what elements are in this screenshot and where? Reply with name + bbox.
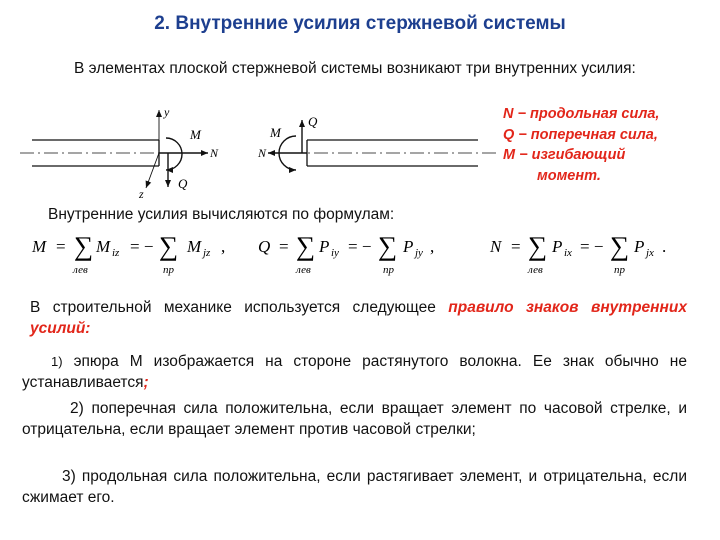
rule-paragraph <box>30 297 687 339</box>
rule-3-text: 3) продольная сила положительна, если растягивает элемент, и отрицательна, если сжимает его. <box>22 468 687 506</box>
formula-shear-lhs: Q <box>258 237 271 256</box>
internal-forces-figure <box>20 104 500 200</box>
formulas <box>22 228 702 278</box>
formula-shear-term-right: P <box>403 237 414 256</box>
left-Q-label: Q <box>178 176 188 191</box>
formula-shear-eq: = <box>279 237 289 256</box>
force-legend <box>503 104 659 186</box>
formula-normal-under-right: пр <box>614 264 625 276</box>
legend-line-Q: Q − поперечная сила, <box>503 126 658 143</box>
formula-shear-eqminus: = − <box>348 237 372 256</box>
formula-moment-eqminus: = − <box>130 237 154 256</box>
intro-text: В элементах плоской стержневой системы возникают три внутренних усилия: <box>74 60 636 77</box>
rule-1 <box>22 351 687 393</box>
formula-moment-sub-right: jz <box>203 247 211 259</box>
legend-line-N: N − продольная сила, <box>503 106 660 122</box>
right-M-label: M <box>270 125 281 140</box>
left-z-axis-arrow <box>146 153 159 188</box>
right-Q-label: Q <box>308 114 318 129</box>
page-title: 2. Внутренние усилия стержневой системы <box>154 13 566 34</box>
right-bar-element <box>290 140 496 166</box>
left-M-label: M <box>190 127 201 142</box>
formula-moment-eq: = <box>56 237 66 256</box>
formula-normal-eqminus: = − <box>580 237 604 256</box>
formula-shear-term-left: P <box>319 237 330 256</box>
formula-normal-lhs: N <box>490 237 502 256</box>
formula-moment <box>31 231 225 276</box>
formula-normal-term-left: P <box>552 237 563 256</box>
rule-1-number: 1) <box>51 354 63 369</box>
left-y-label: y <box>164 105 170 119</box>
formula-shear-end: , <box>430 237 435 256</box>
formula-shear <box>258 231 434 276</box>
rule-1-end: ; <box>143 374 149 391</box>
formula-shear-under-left: лев <box>296 264 311 276</box>
rule-2 <box>22 398 687 440</box>
formula-moment-end: , <box>221 237 226 256</box>
formula-normal-sum-right: ∑ <box>610 231 630 261</box>
right-N-label: N <box>258 146 267 160</box>
formula-moment-sum-right: ∑ <box>159 231 179 261</box>
formula-shear-sub-left: iy <box>331 247 339 259</box>
formula-moment-lhs: M <box>32 237 47 256</box>
formula-normal-eq: = <box>511 237 521 256</box>
rule-2-text: 2) поперечная сила положительна, если вращает элемент по часовой стрелке, и отрицательна, если вращает элемент против часовой стрелки; <box>22 400 687 438</box>
rule-1-text: эпюра М изображается на стороне растянутого волокна. Ее знак обычно не устанавливается <box>22 353 687 391</box>
left-z-label: z <box>139 187 144 200</box>
formula-normal-term-right: P <box>634 237 645 256</box>
formula-normal <box>489 231 666 276</box>
left-N-label: N <box>210 146 219 160</box>
formula-shear-sub-right: jy <box>415 247 423 259</box>
formula-moment-term-right: M <box>187 237 202 256</box>
formula-normal-end: . <box>662 237 667 256</box>
formula-moment-under-right: пр <box>163 264 174 276</box>
intro-paragraph <box>22 58 687 79</box>
rule-3 <box>22 466 687 508</box>
calc-text: Внутренние усилия вычисляются по формулам: <box>48 206 395 223</box>
formula-moment-sum-left: ∑ <box>74 231 94 261</box>
formula-normal-sum-left: ∑ <box>528 231 548 261</box>
formula-normal-sub-left: ix <box>564 247 572 259</box>
legend-line-M-cont: момент. <box>537 167 601 184</box>
rule-highlight: правило знаков внутренних усилий: <box>30 299 687 337</box>
formula-moment-term-left: M <box>96 237 111 256</box>
formula-shear-under-right: пр <box>383 264 394 276</box>
formula-moment-under-left: лев <box>73 264 88 276</box>
formula-shear-sum-left: ∑ <box>296 231 316 261</box>
formula-shear-sum-right: ∑ <box>378 231 398 261</box>
legend-line-M: M − изгибающий <box>503 147 626 163</box>
rule-intro: В строительной механике используется следующее <box>30 299 436 316</box>
formula-moment-sub-left: iz <box>112 247 120 259</box>
formula-normal-under-left: лев <box>528 264 543 276</box>
formula-normal-sub-right: jx <box>646 247 654 259</box>
